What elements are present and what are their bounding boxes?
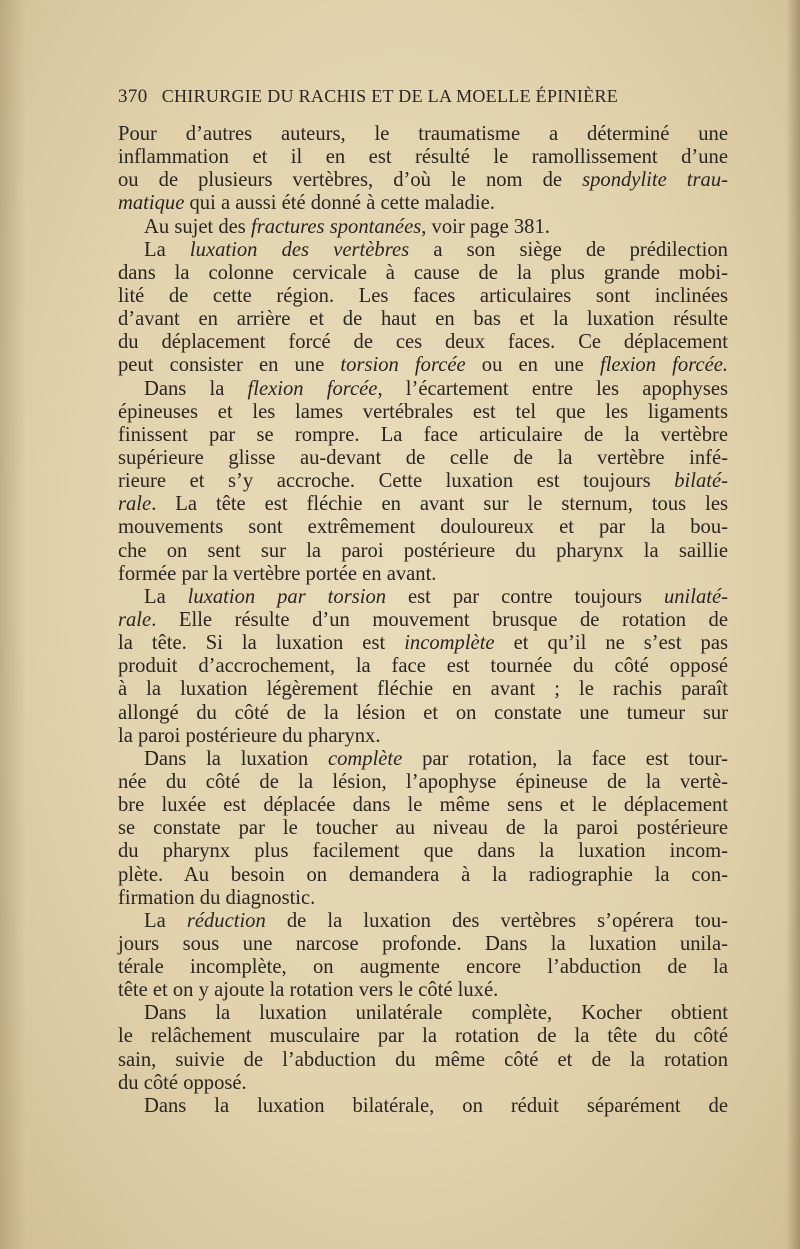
text-line <box>118 956 728 979</box>
text-line <box>118 146 728 169</box>
text-segment: épineuses et les lames vertébrales est tel que les ligaments <box>118 400 728 423</box>
text-segment: , l’écartement entre les apophyses <box>377 377 728 400</box>
text-segment: Pour d’autres auteurs, le traumatisme a déterminé une <box>118 123 728 145</box>
text-segment: che on sent sur la paroi postérieure du pharynx la saillie <box>118 539 728 562</box>
page-number: 370 <box>118 86 148 107</box>
text-line <box>118 563 728 586</box>
running-header <box>118 86 698 108</box>
text-line <box>118 678 728 701</box>
text-line <box>118 817 728 840</box>
italic-text-segment: flexion forcée <box>247 377 378 400</box>
italic-text-segment: bilaté- <box>674 470 728 493</box>
text-line <box>118 794 728 817</box>
text-segment: se constate par le toucher au niveau de la paroi postérieure <box>118 817 728 840</box>
italic-text-segment: rale <box>118 608 152 631</box>
text-line <box>118 516 728 539</box>
italic-text-segment: réduction <box>186 909 266 932</box>
text-line <box>118 609 728 632</box>
text-segment: plète. Au besoin on demandera à la radiographie la con- <box>118 863 728 886</box>
text-line <box>118 123 728 146</box>
text-line <box>118 702 728 725</box>
text-segment: térale incomplète, on augmente encore l’abduction de la <box>118 956 728 979</box>
text-segment: produit d’accrochement, la face est tournée du côté opposé <box>118 655 728 678</box>
text-line <box>118 308 728 331</box>
text-line <box>118 979 728 1002</box>
text-segment: et qu’il ne s’est pas <box>494 632 728 655</box>
text-line <box>118 1002 728 1025</box>
text-line <box>118 354 728 377</box>
text-line <box>118 1049 728 1072</box>
text-segment: ou en une <box>465 354 600 377</box>
text-line <box>118 1095 728 1118</box>
text-line <box>118 725 728 748</box>
text-line <box>118 331 728 354</box>
text-line <box>118 933 728 956</box>
running-title: CHIRURGIE DU RACHIS ET DE LA MOELLE ÉPINIÈRE <box>161 86 619 106</box>
text-line <box>118 586 728 609</box>
text-line <box>118 192 728 215</box>
text-segment: du côté opposé. <box>118 1071 247 1094</box>
text-line <box>118 887 728 910</box>
text-line <box>118 655 728 678</box>
text-segment: jours sous une narcose profonde. Dans la luxation unila- <box>118 932 728 955</box>
text-segment: dans la colonne cervicale à cause de la plus grande mobi- <box>118 261 728 284</box>
text-segment: bre luxée est déplacée dans le même sens et le déplacement <box>118 794 728 817</box>
text-line <box>118 1025 728 1048</box>
text-segment: tête et on y ajoute la rotation vers le côté luxé. <box>118 979 499 1002</box>
text-segment: lité de cette région. Les faces articulaires sont inclinées <box>118 284 728 307</box>
text-line <box>118 169 728 192</box>
text-segment: Dans la luxation unilatérale complète, Kocher obtient <box>144 1002 728 1025</box>
text-segment: mouvements sont extrêmement douloureux et par la bou- <box>118 516 728 539</box>
text-segment: formée par la vertèbre portée en avant. <box>118 562 437 585</box>
text-segment: qui a aussi été donné à cette maladie. <box>184 192 495 215</box>
text-line <box>118 401 728 424</box>
text-segment: le relâchement musculaire par la rotation de la tête du côté <box>118 1025 728 1048</box>
text-segment: rieure et s’y accroche. Cette luxation est toujours <box>118 470 675 493</box>
text-segment: inflammation et il en est résulté le ramollissement d’une <box>118 146 728 169</box>
text-segment: La <box>144 585 188 608</box>
text-line <box>118 285 728 308</box>
text-line <box>118 262 728 285</box>
italic-text-segment: spondylite trau- <box>582 169 728 192</box>
italic-text-segment: matique <box>118 192 185 215</box>
text-segment: par rotation, la face est tour- <box>402 747 729 770</box>
italic-text-segment: luxation par torsion <box>187 585 387 608</box>
text-line <box>118 216 728 239</box>
text-segment: , voir page 381. <box>421 215 550 238</box>
text-segment: est par contre toujours <box>386 585 664 608</box>
text-segment: née du côté de la lésion, l’apophyse épineuse de la vertè- <box>118 770 728 793</box>
text-line <box>118 910 728 933</box>
text-segment: la tête. Si la luxation est <box>118 632 405 655</box>
italic-text-segment: fractures spontanées <box>250 215 422 238</box>
text-line <box>118 378 728 401</box>
text-line <box>118 771 728 794</box>
page-edge-shadow-left <box>0 0 26 1249</box>
text-segment: . La tête est fléchie en avant sur le sternum, tous les <box>151 493 728 516</box>
text-segment: Dans la <box>144 377 248 400</box>
text-segment: d’avant en arrière et de haut en bas et la luxation résulte <box>118 308 728 331</box>
text-segment: Au sujet des <box>144 215 251 238</box>
italic-text-segment: unilaté- <box>663 585 728 608</box>
italic-text-segment: incomplète <box>404 632 495 655</box>
text-segment: la paroi postérieure du pharynx. <box>118 724 381 747</box>
italic-text-segment: flexion forcée. <box>599 354 729 377</box>
page-edge-shadow-right <box>786 0 800 1249</box>
italic-text-segment: complète <box>327 747 403 770</box>
text-segment: finissent par se rompre. La face articulaire de la vertèbre <box>118 423 728 446</box>
text-line <box>118 540 728 563</box>
text-line <box>118 447 728 470</box>
text-segment: du déplacement forcé de ces deux faces. Ce déplacement <box>118 331 728 354</box>
text-segment: allongé du côté de la lésion et on constate une tumeur sur <box>118 701 728 724</box>
text-line <box>118 632 728 655</box>
text-line <box>118 840 728 863</box>
text-line <box>118 493 728 516</box>
text-line <box>118 748 728 771</box>
text-segment: à la luxation légèrement fléchie en avant ; le rachis paraît <box>118 678 728 701</box>
text-segment: Dans la luxation <box>144 747 328 770</box>
text-segment: sain, suivie de l’abduction du même côté et de la rotation <box>118 1048 728 1071</box>
text-segment: ou de plusieurs vertèbres, d’où le nom de <box>118 169 583 192</box>
text-line <box>118 864 728 887</box>
text-segment: La <box>144 238 190 261</box>
italic-text-segment: rale <box>118 493 152 516</box>
text-segment: La <box>144 909 187 932</box>
text-line <box>118 424 728 447</box>
italic-text-segment: torsion forcée <box>340 354 466 377</box>
text-segment: supérieure glisse au-devant de celle de la vertèbre infé- <box>118 446 728 469</box>
text-segment: de la luxation des vertèbres s’opérera tou- <box>265 909 728 932</box>
text-segment: peut consister en une <box>118 354 341 377</box>
body-text <box>118 123 728 1118</box>
text-line <box>118 239 728 262</box>
text-segment: . Elle résulte d’un mouvement brusque de rotation de <box>151 608 728 631</box>
text-line <box>118 1072 728 1095</box>
text-segment: du pharynx plus facilement que dans la luxation incom- <box>118 840 728 863</box>
text-segment: firmation du diagnostic. <box>118 886 316 909</box>
text-line <box>118 470 728 493</box>
text-segment: a son siège de prédilection <box>409 238 728 261</box>
italic-text-segment: luxation des vertèbres <box>189 238 410 261</box>
text-segment: Dans la luxation bilatérale, on réduit séparément de <box>144 1094 728 1117</box>
